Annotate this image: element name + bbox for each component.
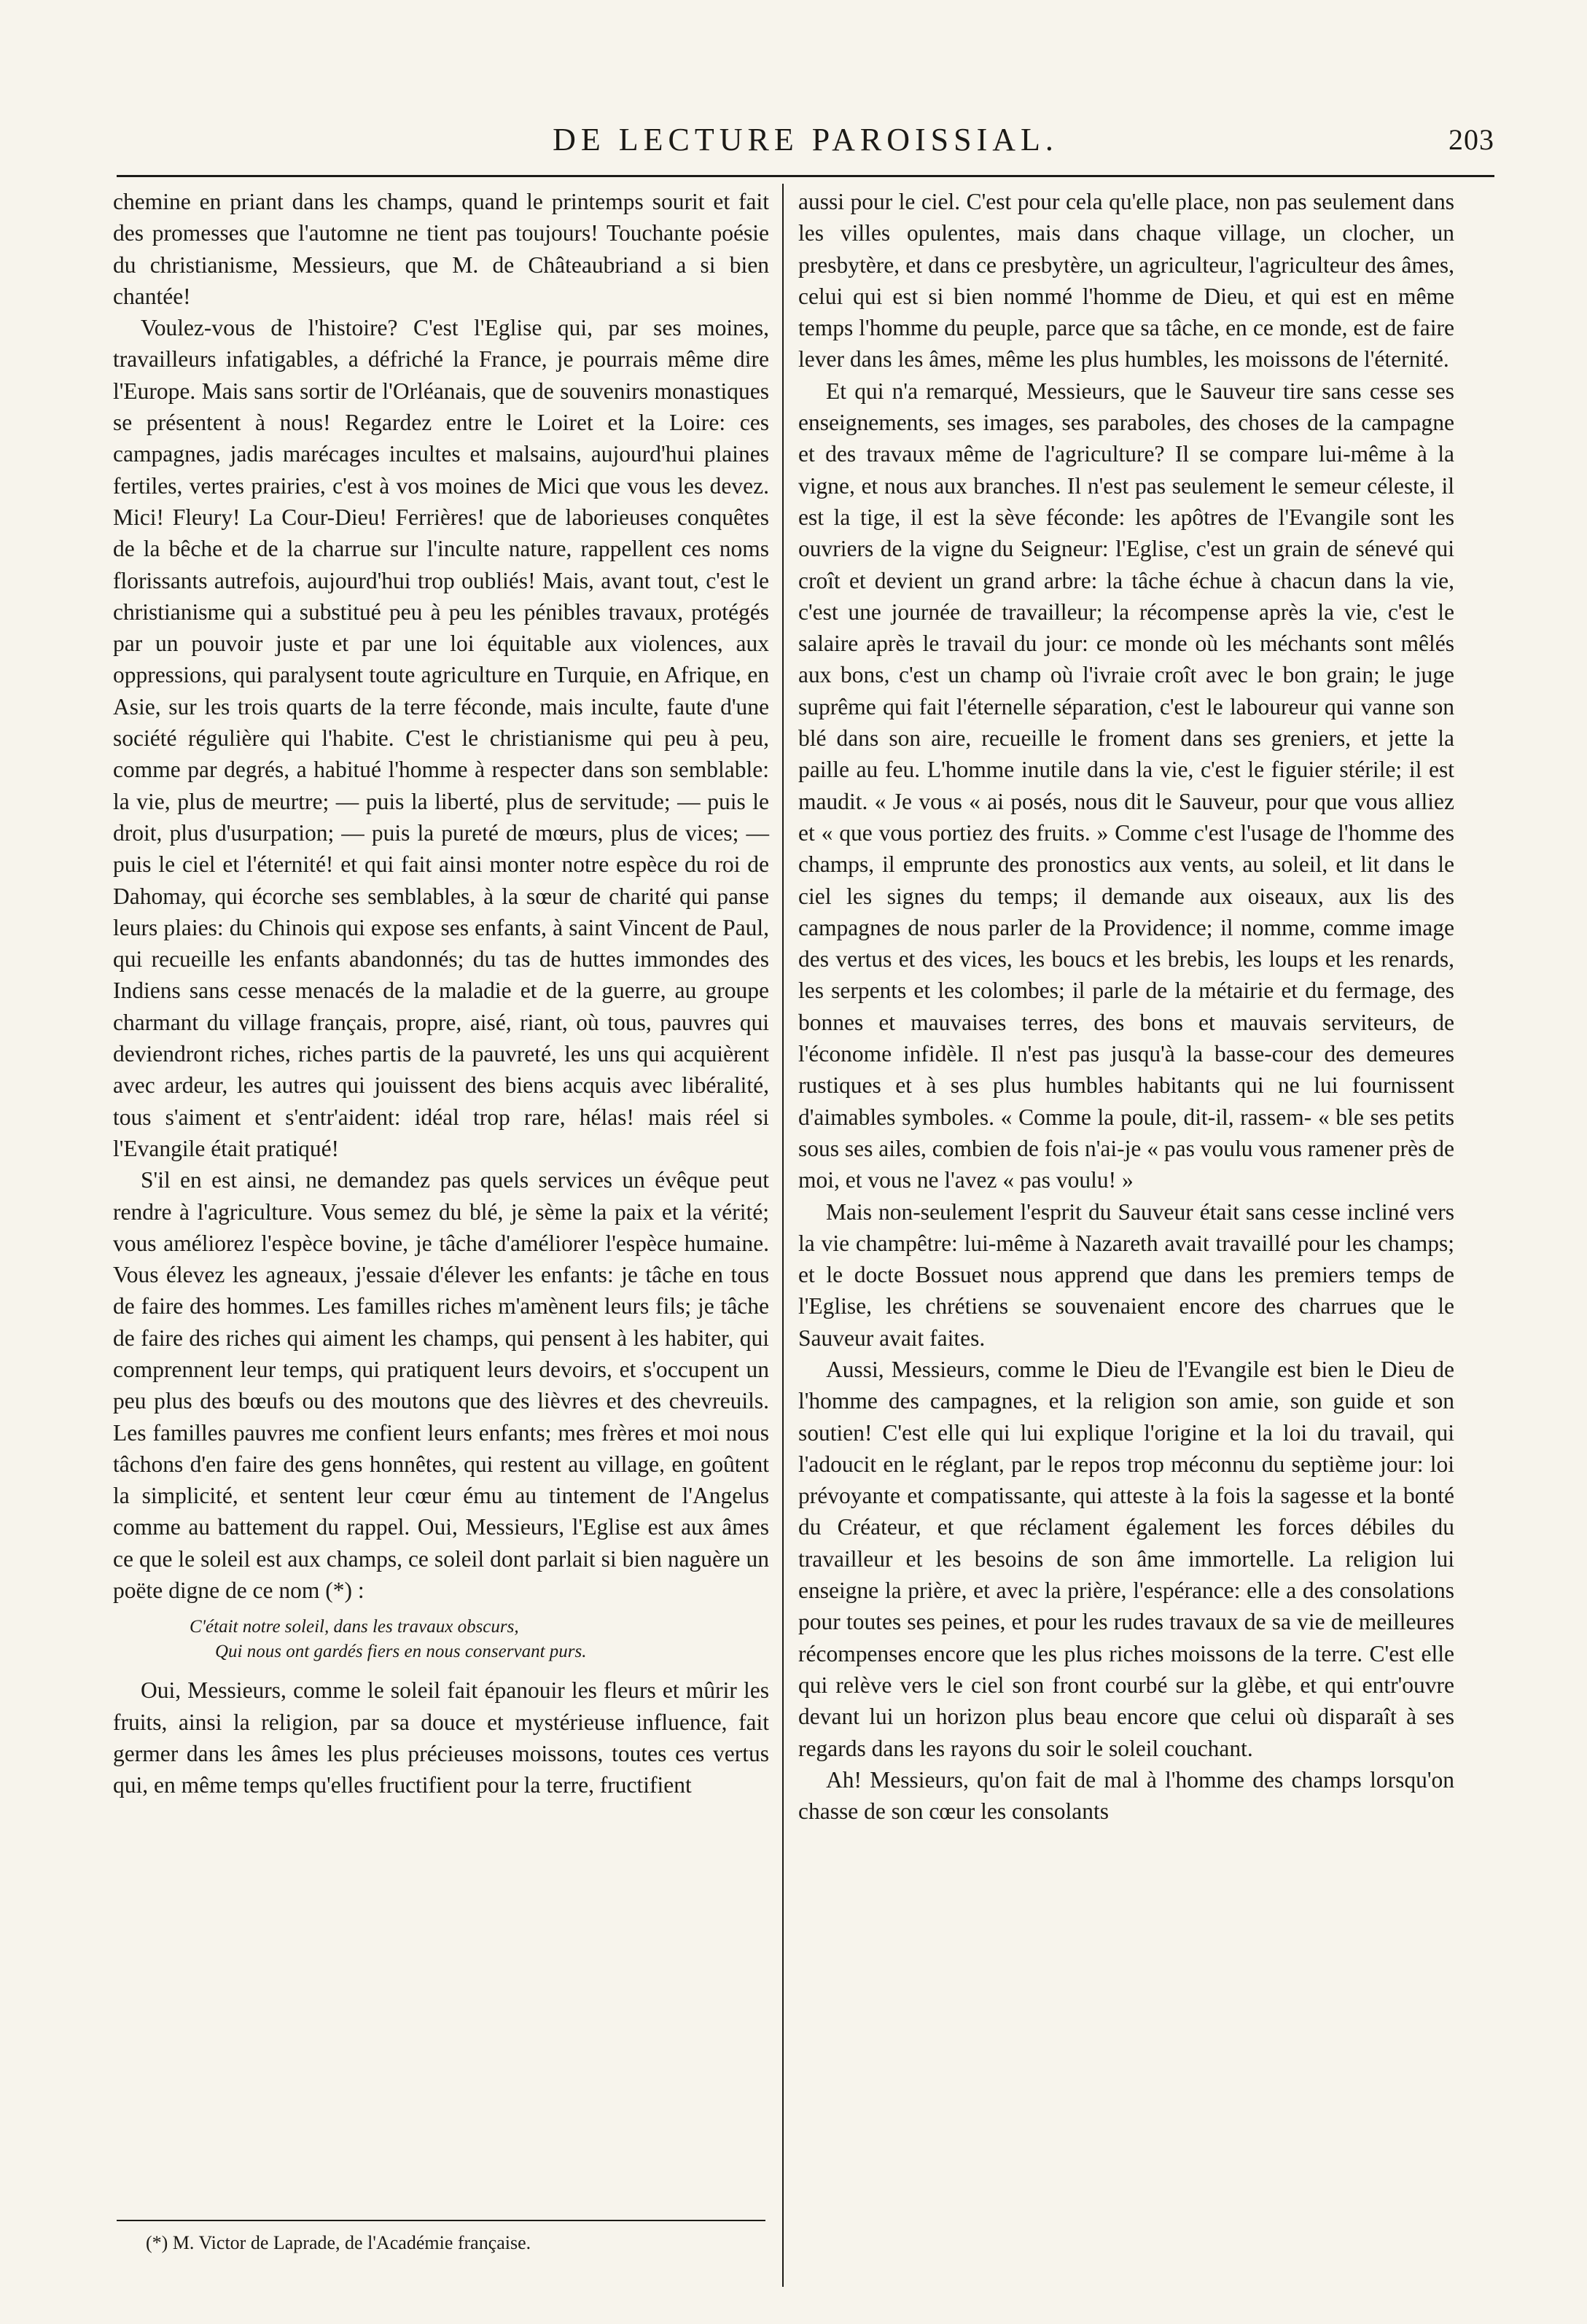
right-column <box>798 186 1454 1827</box>
footnote: (*) M. Victor de Laprade, de l'Académie française. <box>146 2232 531 2253</box>
paragraph: aussi pour le ciel. C'est pour cela qu'elle place, non pas seulement dans les villes opulentes, mais dans chaque village, un clocher, un presbytère, et dans ce presbytère, un agriculteur, l'agriculteur des âmes, celui qui est si bien nommé l'homme de Dieu, et qui est en même temps l'homme du peuple, parce que sa tâche, en ce monde, est de faire lever dans les âmes, même les plus humbles, les moissons de l'éternité. <box>798 189 1454 373</box>
paragraph: Voulez-vous de l'histoire? C'est l'Eglise qui, par ses moines, travailleurs infatigables, a défriché la France, je pourrais même dire l'Europe. Mais sans sortir de l'Orléanais, que de souvenirs monastiques se présentent à nous! Regardez entre le Loiret et la Loire: ces campagnes, jadis marécages incultes et malsains, aujourd'hui plaines fertiles, vertes prairies, c'est à vos moines de Mici que vous les devez. Mici! Fleury! La Cour-Dieu! Ferrières! que de laborieuses conquêtes de la bêche et de la charrue sur l'inculte nature, rappellent ces noms florissants autrefois, aujourd'hui trop oubliés! Mais, avant tout, c'est le christianisme qui a substitué peu à peu les pénibles travaux, protégés par un pouvoir juste et par une loi équitable aux violences, aux oppressions, qui paralysent toute agriculture en Turquie, en Afrique, en Asie, sur les trois quarts de la terre féconde, mais inculte, faute d'une société régulière qui l'habite. C'est le christianisme qui peu à peu, comme par degrés, a habitué l'homme à respecter dans son semblable: la vie, plus de meurtre; — puis la liberté, plus de servitude; — puis le droit, plus d'usurpation; — puis la pureté de mœurs, plus de vices; — puis le ciel et l'éternité! et qui fait ainsi monter notre espèce du roi de Dahomay, qui écorche ses semblables, à la sœur de charité qui panse leurs plaies: du Chinois qui expose ses enfants, à saint Vincent de Paul, qui recueille les enfants abandonnés; du tas de huttes immondes des Indiens sans cesse menacés de la maladie et de la guerre, au groupe charmant du village français, propre, aisé, riant, où tous, pauvres qui deviendront riches, riches partis de la pauvreté, les uns qui acquièrent avec ardeur, les autres qui jouissent des biens acquis avec libéralité, tous s'aiment et s'entr'aident: idéal trop rare, hélas! mais réel si l'Evangile était pratiqué! <box>113 315 769 1161</box>
column-divider <box>782 184 784 2287</box>
verse-quote <box>113 1615 769 1664</box>
paragraph: Aussi, Messieurs, comme le Dieu de l'Evangile est bien le Dieu de l'homme des campagnes, et la religion son amie, son guide et son soutien! C'est elle qui lui explique l'origine et la loi du travail, qui l'adoucit en le réglant, par le repos trop méconnu du septième jour: loi prévoyante et compatissante, qui atteste à la fois la sagesse et la bonté du Créateur, et que réclament également les forces débiles du travailleur et les besoins de son âme immortelle. La religion lui enseigne la prière, et avec la prière, l'espérance: elle a des consolations pour toutes ses peines, et pour les rudes travaux de sa vie de meilleures récompenses encore que les plus riches moissons de la terre. C'est elle qui relève vers le ciel son front courbé sur la glèbe, et qui entr'ouvre devant lui un horizon plus beau encore que celui où disparaît à ses regards dans les rayons du soir le soleil couchant. <box>798 1356 1454 1761</box>
verse-line: Qui nous ont gardés fiers en nous conservant purs. <box>215 1642 587 1662</box>
footnote-rule <box>117 2220 765 2221</box>
paragraph: Mais non-seulement l'esprit du Sauveur était sans cesse incliné vers la vie champêtre: lui-même à Nazareth avait travaillé pour les champs; et le docte Bossuet nous apprend que dans les premiers temps de l'Eglise, les chrétiens se souvenaient encore des charrues que le Sauveur avait faites. <box>798 1198 1454 1351</box>
paragraph: chemine en priant dans les champs, quand le printemps sourit et fait des promesses que l'automne ne tient pas toujours! Touchante poésie du christianisme, Messieurs, que M. de Châteaubriand a si bien chantée! <box>113 189 769 309</box>
paragraph: Ah! Messieurs, qu'on fait de mal à l'homme des champs lorsqu'on chasse de son cœur les consolants <box>798 1766 1454 1825</box>
left-column <box>113 186 769 1801</box>
paragraph: Et qui n'a remarqué, Messieurs, que le Sauveur tire sans cesse ses enseignements, ses images, ses paraboles, des choses de la campagne et des travaux même de l'agriculture? Il se compare lui-même à la vigne, et nous aux branches. Il n'est pas seulement le semeur céleste, il est la tige, il est la sève féconde: les apôtres de l'Evangile sont les ouvriers de la vigne du Seigneur: l'Eglise, c'est un grain de sénevé qui croît et devient un grand arbre: la tâche échue à chacun dans la vie, c'est une journée de travailleur; la récompense après la vie, c'est le salaire après le travail du jour: ce monde où les méchants sont mêlés aux bons, c'est un champ où l'ivraie croît avec le bon grain; le juge suprême qui fait l'éternelle séparation, c'est le laboureur qui vanne son blé dans son aire, recueille le froment dans ses greniers, et jette la paille au feu. L'homme inutile dans la vie, c'est le figuier stérile; il est maudit. « Je vous « ai posés, nous dit le Sauveur, pour que vous alliez et « que vous portiez des fruits. » Comme c'est l'usage de l'homme des champs, il emprunte des pronostics aux vents, au soleil, et lit dans le ciel les signes du temps; il demande aux oiseaux, aux lis des campagnes de nous parler de la Providence; il nomme, comme image des vertus et des vices, les boucs et les brebis, les loups et les renards, les serpents et les colombes; il parle de la métairie et du fermage, des bonnes et mauvaises terres, des bons et mauvais serviteurs, de l'économe infidèle. Il n'est pas jusqu'à la basse-cour des demeures rustiques et à ses plus humbles habitants qui ne lui fournissent d'aimables symboles. « Comme la poule, dit-il, rassem- « ble ses petits sous ses ailes, combien de fois n'ai-je « pas voulu vous ramener près de moi, et vous ne l'avez « pas voulu! » <box>798 378 1454 1193</box>
paragraph: Oui, Messieurs, comme le soleil fait épanouir les fleurs et mûrir les fruits, ainsi la religion, par sa douce et mystérieuse influence, fait germer dans les âmes les plus précieuses moissons, toutes ces vertus qui, en même temps qu'elles fructifient pour la terre, fructifient <box>113 1677 769 1798</box>
running-header <box>117 115 1494 166</box>
running-title: DE LECTURE PAROISSIAL. <box>553 122 1058 157</box>
page-number: 203 <box>1448 123 1494 156</box>
verse-line: C'était notre soleil, dans les travaux obscurs, <box>190 1617 519 1637</box>
paragraph: S'il en est ainsi, ne demandez pas quels services un évêque peut rendre à l'agriculture. Vous semez du blé, je sème la paix et la vérité; vous améliorez l'espèce bovine, je tâche d'améliorer l'espèce humaine. Vous élevez les agneaux, j'essaie d'élever les enfants: je tâche en tous de faire des hommes. Les familles riches m'amènent leurs fils; je tâche de faire des riches qui aiment les champs, qui pensent à les habiter, qui comprennent leur temps, qui pratiquent leurs devoirs, et s'occupent un peu plus des bœufs ou des moutons que des lièvres et des chevreuils. Les familles pauvres me confient leurs enfants; mes frères et moi nous tâchons d'en faire des gens honnêtes, qui restent au village, en goûtent la simplicité, et sentent leur cœur ému au tintement de l'Angelus comme au battement du rappel. Oui, Messieurs, l'Eglise est aux âmes ce que le soleil est aux champs, ce soleil dont parlait si bien naguère un poëte digne de ce nom (*) : <box>113 1167 769 1604</box>
header-rule <box>117 175 1494 177</box>
